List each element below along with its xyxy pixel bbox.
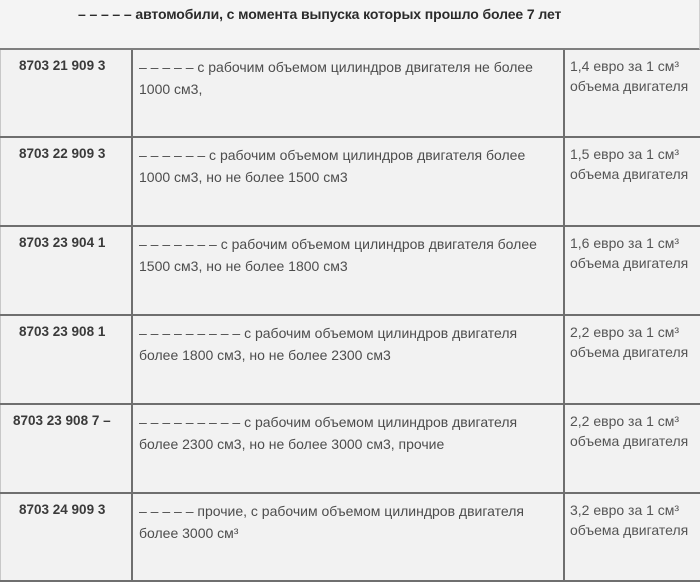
table-title: – – – – – автомобили, с момента выпуска которых прошло более 7 лет — [78, 6, 562, 22]
rate-cell — [564, 137, 700, 226]
description-cell — [132, 493, 564, 581]
table-title-row — [0, 0, 700, 50]
table-row — [1, 226, 700, 315]
rate-cell — [564, 404, 700, 493]
description-text: – – – – – – – – – с рабочим объемом цилиндров двигателя более 2300 см3, но не более 3000 см3, прочие — [139, 414, 518, 452]
table-row — [1, 493, 700, 581]
rate-text: 1,4 евро за 1 см³ объема двигателя — [570, 58, 689, 94]
hs-code: 8703 23 904 1 — [19, 235, 106, 250]
description-text: – – – – – – – – – с рабочим объемом цилиндров двигателя более 1800 см3, но не более 2300 см3 — [139, 325, 518, 363]
rate-text: 2,2 евро за 1 см³ объема двигателя — [570, 324, 689, 360]
hs-code: 8703 24 909 3 — [19, 502, 106, 517]
description-text: – – – – – – – с рабочим объемом цилиндров двигателя более 1500 см3, но не более 1800 см3 — [139, 236, 537, 274]
rate-text: 2,2 евро за 1 см³ объема двигателя — [570, 413, 689, 449]
rate-text: 1,5 евро за 1 см³ объема двигателя — [570, 146, 689, 182]
rate-cell — [564, 315, 700, 404]
code-cell — [1, 50, 133, 137]
rate-text: 1,6 евро за 1 см³ объема двигателя — [570, 235, 689, 271]
rate-cell — [564, 226, 700, 315]
description-text: – – – – – – с рабочим объемом цилиндров двигателя более 1000 см3, но не более 1500 см3 — [139, 147, 526, 185]
table-row — [1, 315, 700, 404]
description-cell — [132, 137, 564, 226]
hs-code: 8703 23 908 1 — [19, 324, 106, 339]
hs-code: 8703 23 908 7 – — [13, 413, 111, 428]
description-cell — [132, 315, 564, 404]
description-cell — [132, 404, 564, 493]
rate-cell — [564, 50, 700, 137]
description-text: – – – – – прочие, с рабочим объемом цилиндров двигателя более 3000 см³ — [139, 503, 524, 541]
code-cell — [1, 137, 133, 226]
code-cell — [1, 493, 133, 581]
hs-code: 8703 21 909 3 — [19, 58, 106, 73]
description-cell — [132, 50, 564, 137]
description-cell — [132, 226, 564, 315]
code-cell — [1, 404, 133, 493]
code-cell — [1, 315, 133, 404]
code-cell — [1, 226, 133, 315]
table-row — [1, 50, 700, 137]
table-row — [1, 404, 700, 493]
rate-text: 3,2 евро за 1 см³ объема двигателя — [570, 502, 689, 538]
tariff-table — [0, 50, 700, 582]
hs-code: 8703 22 909 3 — [19, 146, 106, 161]
table-row — [1, 137, 700, 226]
description-text: – – – – – с рабочим объемом цилиндров двигателя не более 1000 см3, — [139, 59, 533, 97]
rate-cell — [564, 493, 700, 581]
